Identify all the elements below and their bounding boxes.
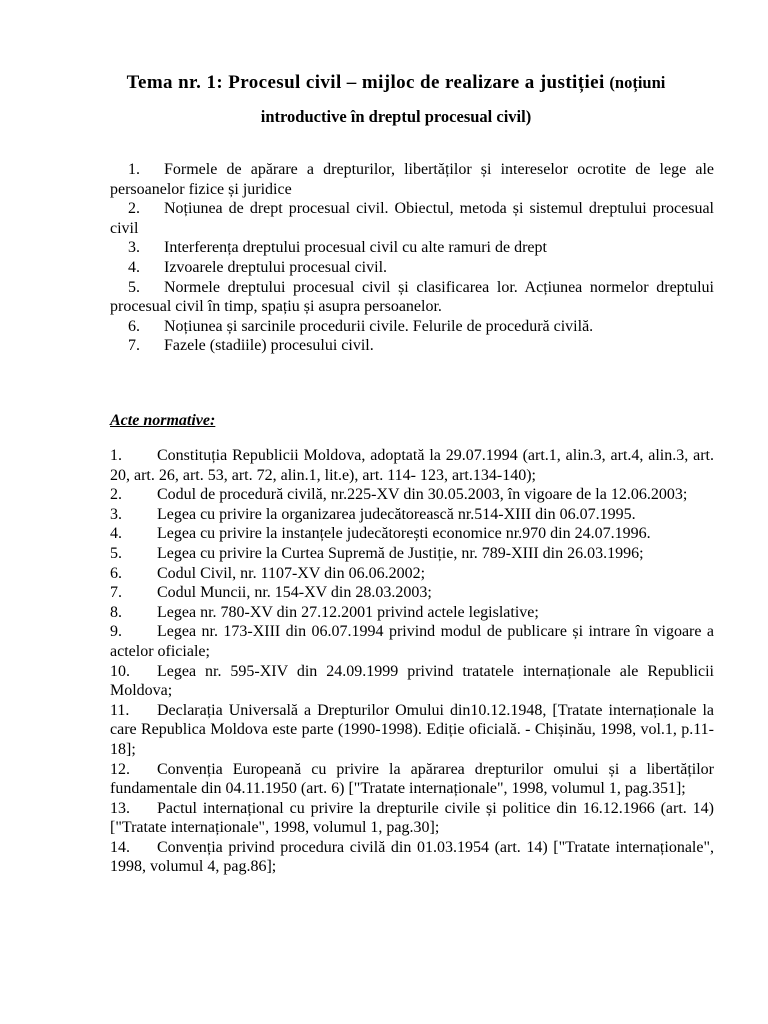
act-number: 5. — [110, 544, 122, 562]
act-number: 3. — [110, 505, 122, 523]
act-number: 8. — [110, 603, 122, 621]
act-item — [110, 799, 714, 838]
topic-number: 1. — [128, 161, 140, 178]
topic-number: 7. — [128, 337, 140, 355]
act-text: Declarația Universală a Drepturilor Omului din10.12.1948, [Tratate internaționale la care Republica Moldova este parte (1990-1998). Ediție oficială. - Chișinău, 1998, vol.1, p.11-18]; — [110, 701, 714, 758]
act-text: Legea nr. 780-XV din 27.12.2001 privind actele legislative; — [157, 603, 539, 621]
topic-number: 5. — [128, 278, 140, 296]
topic-text: Interferența dreptului procesual civil cu alte ramuri de drept — [164, 239, 547, 257]
topic-number: 6. — [128, 317, 140, 335]
topic-item — [110, 317, 714, 337]
topic-text: Izvoarele dreptului procesual civil. — [164, 258, 388, 276]
act-number: 6. — [110, 564, 122, 582]
act-item — [110, 524, 714, 544]
topic-text: Noțiunea de drept procesual civil. Obiectul, metoda și sistemul dreptului procesual civil — [110, 200, 714, 237]
topic-number: 2. — [128, 200, 140, 218]
topic-item — [110, 238, 714, 258]
act-text: Legea nr. 595-XIV din 24.09.1999 privind tratatele internaționale ale Republicii Moldova; — [110, 662, 714, 700]
act-number: 14. — [110, 838, 130, 856]
act-item — [110, 760, 714, 799]
act-number: 10. — [110, 662, 130, 680]
act-text: Convenția privind procedura civilă din 01.03.1954 (art. 14) ["Tratate internaționale", 1998, volumul 4, pag.86]; — [110, 838, 714, 876]
act-item — [110, 622, 714, 661]
topic-text: Formele de apărare a drepturilor, libertăților și intereselor ocrotite de lege ale persoanelor fizice și juridice — [110, 161, 714, 198]
act-number: 2. — [110, 486, 122, 504]
topic-number: 4. — [128, 258, 140, 276]
act-number: 4. — [110, 525, 122, 543]
act-text: Legea cu privire la organizarea judecătorească nr.514-XIII din 06.07.1995. — [157, 505, 636, 523]
document-title — [96, 66, 696, 134]
act-item — [110, 838, 714, 877]
topic-item — [110, 336, 714, 356]
act-item — [110, 603, 714, 623]
topic-text: Normele dreptului procesual civil și clasificarea lor. Acțiunea normelor dreptului procesual civil în timp, spațiu și asupra persoanelor. — [110, 278, 714, 316]
act-item — [110, 701, 714, 760]
act-number: 12. — [110, 760, 130, 778]
act-number: 13. — [110, 799, 130, 817]
act-item — [110, 583, 714, 603]
act-text: Legea nr. 173-XIII din 06.07.1994 privind modul de publicare și intrare în vigoare a actelor oficiale; — [110, 623, 714, 660]
act-number: 1. — [110, 447, 122, 464]
topic-item — [110, 160, 714, 199]
title-subtitle-open: (noțiuni — [609, 73, 666, 92]
topics-list — [110, 160, 714, 356]
title-subtitle-rest: introductive în dreptul procesual civil) — [260, 107, 532, 126]
act-number: 11. — [110, 701, 130, 719]
topic-item — [110, 199, 714, 238]
title-main: Tema nr. 1: Procesul civil – mijloc de realizare a justiției — [126, 72, 605, 93]
topic-item — [110, 258, 714, 278]
topic-item — [110, 278, 714, 317]
act-text: Codul Civil, nr. 1107-XV din 06.06.2002; — [157, 564, 426, 582]
act-number: 7. — [110, 584, 122, 602]
acts-list — [110, 446, 714, 877]
act-item — [110, 564, 714, 584]
acts-heading: Acte normative: — [110, 412, 216, 429]
topic-text: Noțiunea și sarcinile procedurii civile. Felurile de procedură civilă. — [164, 317, 594, 335]
act-item — [110, 446, 714, 485]
act-text: Constituția Republicii Moldova, adoptată la 29.07.1994 (art.1, alin.3, art.4, alin.3, art. 20, art. 26, art. 53, art. 72, alin.1, lit.e), art. 114- 123, art.134-140); — [110, 447, 714, 484]
act-number: 9. — [110, 623, 122, 641]
topic-number: 3. — [128, 239, 140, 257]
act-text: Codul de procedură civilă, nr.225-XV din 30.05.2003, în vigoare de la 12.06.2003; — [157, 486, 688, 504]
act-text: Legea cu privire la Curtea Supremă de Justiție, nr. 789-XIII din 26.03.1996; — [157, 544, 644, 562]
act-text: Convenția Europeană cu privire la apărarea drepturilor omului și a libertăților fundamentale din 04.11.1950 (art. 6) ["Tratate internaționale", 1998, volumul 1, pag.351]; — [110, 760, 714, 798]
act-item — [110, 544, 714, 564]
act-text: Legea cu privire la instanțele judecătorești economice nr.970 din 24.07.1996. — [157, 525, 651, 543]
act-text: Pactul internațional cu privire la drepturile civile și politice din 16.12.1966 (art. 14) ["Tratate internaționale", 1998, volumul 1, pag.30]; — [110, 799, 714, 837]
act-item — [110, 505, 714, 525]
act-item — [110, 485, 714, 505]
topic-text: Fazele (stadiile) procesului civil. — [164, 337, 374, 355]
act-item — [110, 662, 714, 701]
act-text: Codul Muncii, nr. 154-XV din 28.03.2003; — [157, 584, 432, 602]
